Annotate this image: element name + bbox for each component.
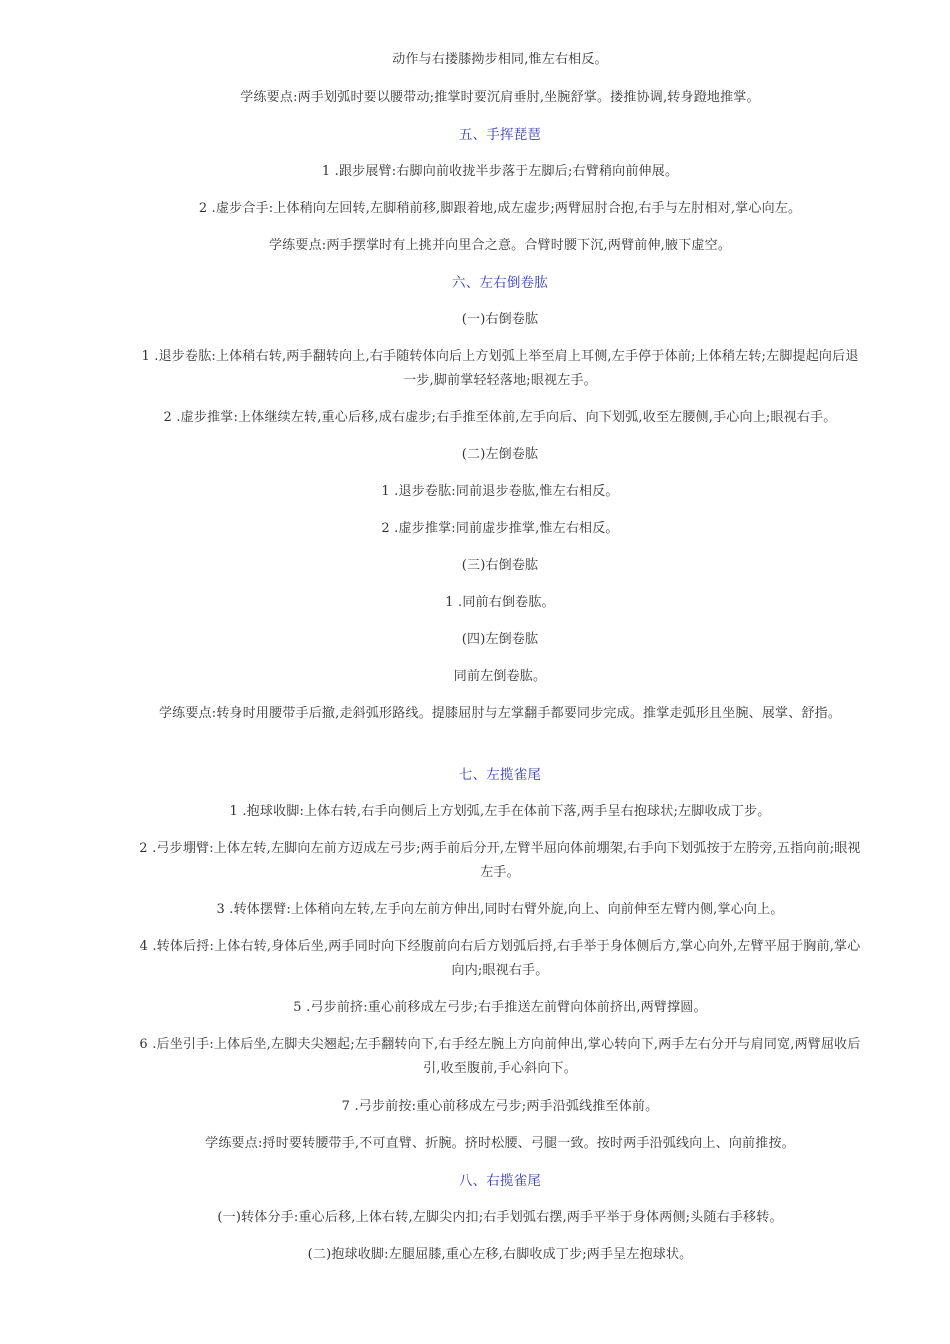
subsection-title: (四)左倒卷肱 <box>461 632 539 647</box>
subsection-step: (二)抱球收脚:左腿屈膝,重心左移,右脚收成丁步;两手呈左抱球状。 <box>307 1247 693 1262</box>
step-item: 1 .抱球收脚:上体右转,右手向侧后上方划弧,左手在体前下落,两手呈右抱球状;左脚收成丁步。 <box>229 804 771 819</box>
learning-points: 学练要点:转身时用腰带手后撤,走斜弧形路线。提膝屈肘与左掌翻手都要同步完成。推掌走弧形且坐腕、展掌、舒指。 <box>158 706 842 721</box>
paragraph: 同前左倒卷肱。 <box>453 669 547 684</box>
step-item: 2 .虚步推掌:上体继续左转,重心后移,成右虚步;右手推至体前,左手向后、向下划弧,收至左腰侧,手心向上;眼视右手。 <box>163 410 837 425</box>
step-item: 2 .弓步堋臂:上体左转,左脚向左前方迈成左弓步;两手前后分开,左臂半屈向体前堋架,右手向下划弧按于左胯旁,五指向前;眼视左手。 <box>139 841 861 880</box>
step-item: 6 .后坐引手:上体后坐,左脚夫尖翘起;左手翻转向下,右手经左腕上方向前伸出,掌心转向下,两手左右分开与肩同宽,两臂屈收后引,收至腹前,手心斜向下。 <box>139 1037 861 1076</box>
subsection-step: (一)转体分手:重心后移,上体右转,左脚尖内扣;右手划弧右摆,两手平举于身体两侧;头随右手移转。 <box>217 1210 783 1225</box>
step-item: 7 .弓步前按:重心前移成左弓步;两手沿弧线推至体前。 <box>341 1099 659 1114</box>
step-item: 1 .同前右倒卷肱。 <box>445 595 555 610</box>
step-item: 3 .转体摆臂:上体稍向左转,左手向左前方伸出,同时右臂外旋,向上、向前伸至左臂内侧,掌心向上。 <box>216 902 784 917</box>
subsection-title: (二)左倒卷肱 <box>461 447 539 462</box>
learning-points: 学练要点:两手划弧时要以腰带动;推掌时要沉肩垂肘,坐腕舒掌。搂推协调,转身蹬地推掌。 <box>240 90 760 105</box>
step-item: 2 .虚步合手:上体稍向左回转,左脚稍前移,脚跟着地,成左虚步;两臂屈肘合抱,右手与左肘相对,掌心向左。 <box>198 201 802 216</box>
step-item: 1 .跟步展臂:右脚向前收拢半步落于左脚后;右臂稍向前伸展。 <box>321 164 679 179</box>
step-item: 5 .弓步前挤:重心前移成左弓步;右手推送左前臂向体前挤出,两臂撑圆。 <box>293 1000 707 1015</box>
learning-points: 学练要点:捋时要转腰带手,不可直臂、折腕。挤时松腰、弓腿一致。按时两手沿弧线向上、向前推按。 <box>205 1136 795 1151</box>
learning-points: 学练要点:两手摆掌时有上挑并向里合之意。合臂时腰下沉,两臂前伸,腋下虚空。 <box>268 238 732 253</box>
subsection-title: (一)右倒卷肱 <box>461 312 539 327</box>
subsection-title: (三)右倒卷肱 <box>461 558 539 573</box>
section-heading: 五、手挥琵琶 <box>458 127 542 143</box>
section-heading: 七、左揽雀尾 <box>458 767 542 783</box>
section-heading: 六、左右倒卷肱 <box>452 275 548 291</box>
step-item: 1 .退步卷肱:上体稍右转,两手翻转向上,右手随转体向后上方划弧上举至肩上耳侧,左手停于体前;上体稍左转;左脚提起向后退一步,脚前掌轻轻落地;眼视左手。 <box>141 349 859 388</box>
step-item: 1 .退步卷肱:同前退步卷肱,惟左右相反。 <box>381 484 619 499</box>
section-heading: 八、右揽雀尾 <box>458 1173 542 1189</box>
step-item: 2 .虚步推掌:同前虚步推掌,惟左右相反。 <box>381 521 619 536</box>
step-item: 4 .转体后捋:上体右转,身体后坐,两手同时向下经腹前向右后方划弧后捋,右手举于身体侧后方,掌心向外,左臂平屈于胸前,掌心向内;眼视右手。 <box>139 939 861 978</box>
paragraph: 动作与右搂膝拗步相同,惟左右相反。 <box>392 52 608 67</box>
